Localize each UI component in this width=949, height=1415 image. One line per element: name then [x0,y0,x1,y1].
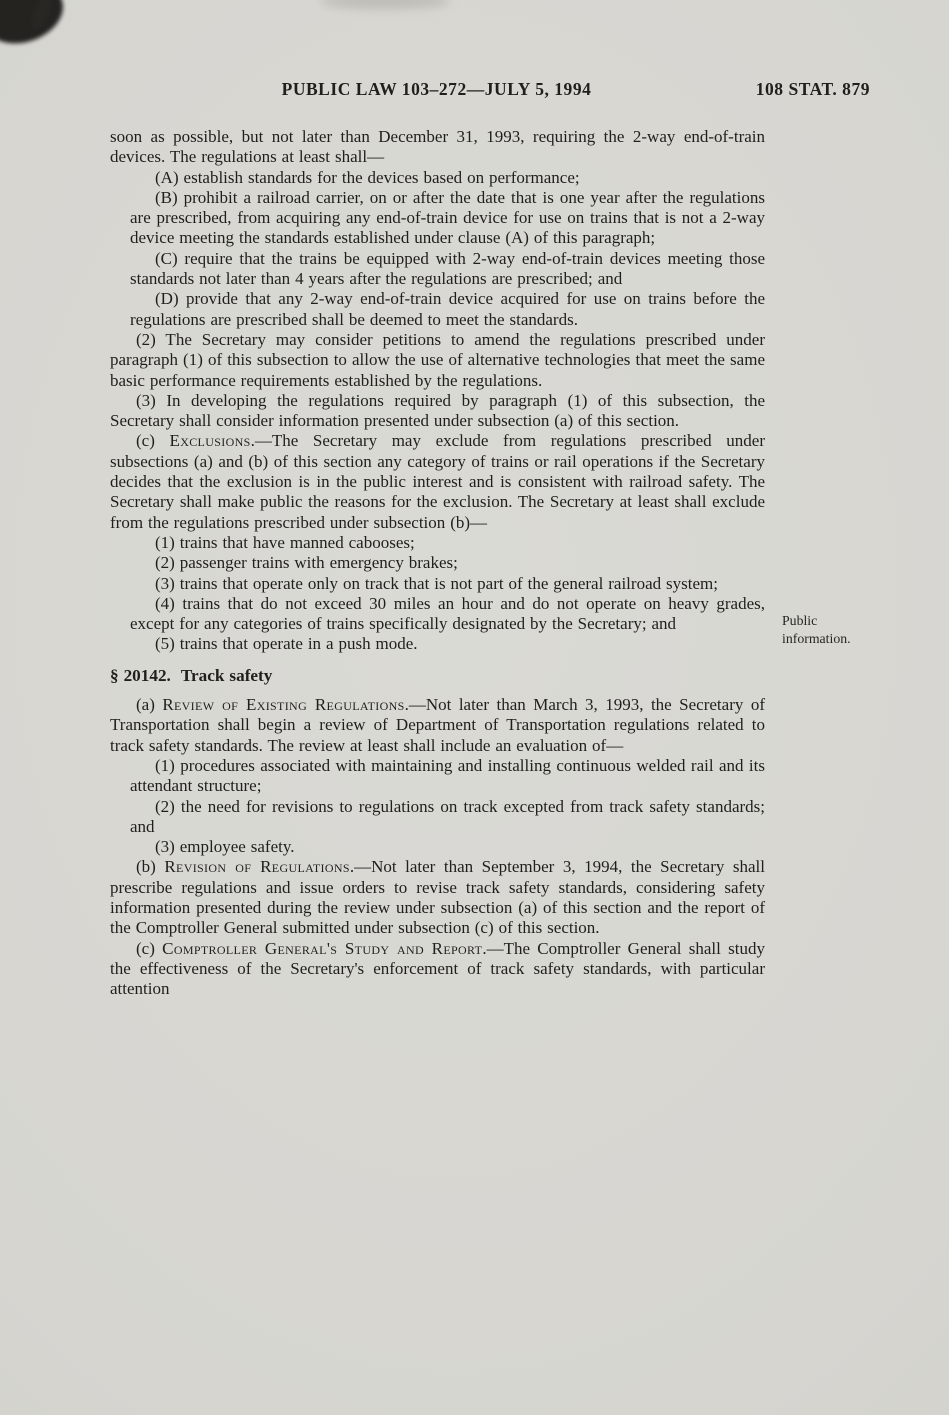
exclusion-item-2: (2) passenger trains with emergency brakes; [155,553,458,573]
subsection-label: (b) [136,857,165,877]
clause-D: (D) provide that any 2-way end-of-train device acquired for use on trains before the regulations are prescribed shall be deemed to meet the standards. [130,289,765,329]
section-number: § 20142. [110,665,171,685]
subsection-text: .—Not later than September 3, 1994, the Secretary shall prescribe regulations and issue orders to revise track safety standards, considering safety information presented during the review under subsection (a) of this section and the report of the Comptroller General submitted under subsection (c) of this section. [110,857,765,938]
exclusion-item-4: (4) trains that do not exceed 30 miles an hour and do not operate on heavy grades, except for any categories of trains specifically designated by the Secretary; and [130,593,765,634]
section-heading-20142 [110,666,765,686]
subsection-c-exclusions [110,431,765,532]
clause-C: (C) require that the trains be equipped with 2-way end-of-train devices meeting those standards not later than 4 years after the regulations are prescribed; and [130,248,765,289]
clause-A: (A) establish standards for the devices based on performance; [155,167,580,187]
subsection-heading-smallcaps: Review of Existing Regulations [162,695,405,715]
subsection-b-revision [110,857,765,938]
subsection-label: (c) [136,938,163,958]
clause-B: (B) prohibit a railroad carrier, on or after the date that is one year after the regulations are prescribed, from acquiring any end-of-train device for use on trains that is not a 2-way device meeting the standards established under clause (A) of this paragraph; [130,187,765,248]
running-head [110,79,870,103]
margin-note-public-information [782,612,886,648]
subsection-heading-smallcaps: Revision of Regulations [164,857,350,877]
paragraph-intro-continuation: soon as possible, but not later than December 31, 1993, requiring the 2-way end-of-train devices. The regulations at least shall— [110,127,765,167]
margin-note-text: Public information. [782,613,851,646]
subsection-c-comptroller-study [110,939,765,1000]
exclusion-item-3: (3) trains that operate only on track that is not part of the general railroad system; [155,573,718,593]
subsection-heading-smallcaps: Comptroller General's Study and Report [162,938,483,958]
exclusion-item-1: (1) trains that have manned cabooses; [155,532,415,552]
scan-artifact-smudge [320,0,450,9]
section-title: Track safety [180,665,273,685]
running-head-stat-number: 108 STAT. 879 [755,79,870,99]
running-head-law-title: PUBLIC LAW 103–272—JULY 5, 1994 [281,79,592,99]
paragraph-3: (3) In developing the regulations required by paragraph (1) of this subsection, the Secretary shall consider information presented under subsection (a) of this section. [110,390,765,431]
review-item-1: (1) procedures associated with maintaining and installing continuous welded rail and its attendant structure; [130,755,765,796]
subsection-a-review [110,695,765,756]
subsection-text: .—Not later than March 3, 1993, the Secretary of Transportation shall begin a review of Department of Transportation regulations related to track safety standards. The review at least shall include an evaluation of— [110,695,765,755]
statute-text-block [110,127,765,999]
subsection-heading-smallcaps: Exclusions [169,431,251,451]
review-item-3: (3) employee safety. [155,837,295,857]
review-item-2: (2) the need for revisions to regulations on track excepted from track safety standards; and [130,796,765,836]
subsection-label: (c) [136,431,170,451]
paragraph-2: (2) The Secretary may consider petitions to amend the regulations prescribed under paragraph (1) of this subsection to allow the use of alternative technologies that meet the same basic performance requirements established by the regulations. [110,329,765,390]
subsection-text: .—The Comptroller General shall study the effectiveness of the Secretary's enforcement of track safety standards, with particular attention [110,938,765,999]
subsection-text: .—The Secretary may exclude from regulations prescribed under subsections (a) and (b) of this section any category of trains or rail operations if the Secretary decides that the exclusion is in the public interest and is consistent with railroad safety. The Secretary shall make public the reasons for the exclusion. The Secretary at least shall exclude from the regulations prescribed under subsection (b)— [110,431,765,532]
subsection-label: (a) [136,695,163,715]
exclusion-item-5: (5) trains that operate in a push mode. [155,634,418,654]
